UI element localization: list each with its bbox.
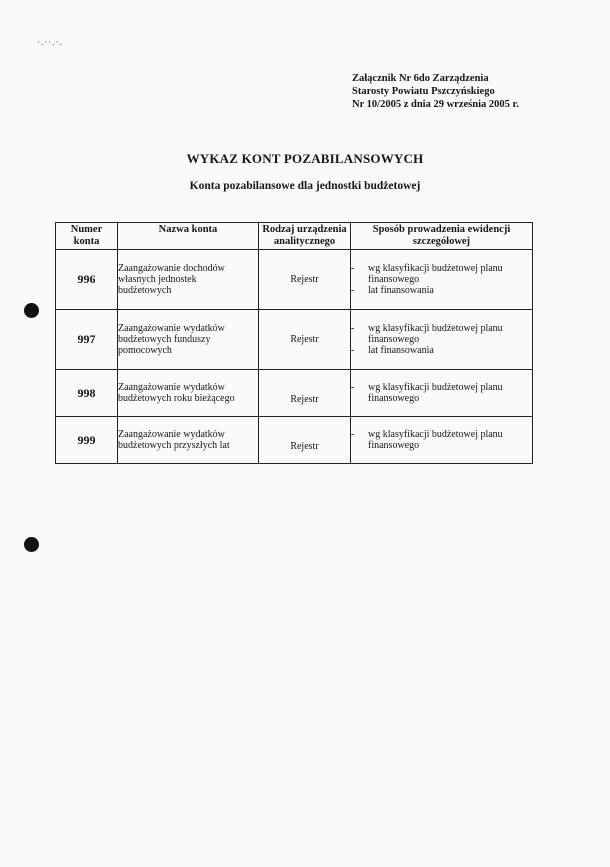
method-line: lat finansowania [368, 285, 434, 296]
header-label: Nazwa konta [158, 224, 218, 235]
method-line: wg klasyfikacji budżetowej planu [368, 323, 503, 334]
account-name [118, 417, 259, 464]
account-name [118, 310, 259, 370]
method-line: lat finansowania [368, 345, 434, 356]
device-type-label: Rejestr [290, 393, 319, 405]
method-item [351, 429, 532, 451]
record-method [351, 370, 533, 417]
account-name-line: budżetowych przyszłych lat [118, 440, 230, 451]
method-line: finansowego [368, 274, 420, 285]
table-row [56, 250, 533, 310]
account-name [118, 370, 259, 417]
account-name-line: Zaangażowanie wydatków [118, 429, 225, 440]
punch-hole-top [24, 303, 39, 318]
punch-hole-bottom [24, 537, 39, 552]
header-label: analitycznego [273, 236, 336, 247]
account-name-line: pomocowych [118, 345, 172, 356]
method-text [368, 429, 532, 451]
account-number: 996 [56, 250, 118, 310]
device-type: Rejestr [259, 310, 351, 370]
header-record-method [351, 223, 533, 250]
header-label: szczegółowej [412, 236, 471, 247]
table-header-row [56, 223, 533, 250]
accounts-table [55, 222, 533, 464]
account-number: 998 [56, 370, 118, 417]
method-item [351, 263, 532, 285]
annex-reference-line: Nr 10/2005 z dnia 29 września 2005 r. [352, 99, 519, 110]
header-account-name [118, 223, 259, 250]
method-line: finansowego [368, 393, 420, 404]
method-line: wg klasyfikacji budżetowej planu [368, 429, 503, 440]
account-name-line: budżetowych [118, 285, 172, 296]
bullet-dash: - [351, 263, 355, 274]
method-line: finansowego [368, 440, 420, 451]
header-label: Numer [70, 224, 103, 235]
table-row [56, 417, 533, 464]
account-name [118, 250, 259, 310]
annex-reference [352, 72, 519, 111]
device-type [259, 417, 351, 464]
annex-reference-line: Załącznik Nr 6do Zarządzenia [352, 73, 489, 84]
table-row [56, 310, 533, 370]
account-number: 999 [56, 417, 118, 464]
record-method [351, 310, 533, 370]
method-text [368, 263, 532, 285]
method-item [351, 382, 532, 404]
method-item [351, 285, 532, 296]
table-row [56, 370, 533, 417]
method-item [351, 323, 532, 345]
header-label: Sposób prowadzenia ewidencji [372, 224, 511, 235]
account-name-line: Zaangażowanie dochodów [118, 263, 225, 274]
record-method [351, 250, 533, 310]
scan-speck: ·.··.·. [37, 37, 63, 47]
bullet-dash: - [351, 323, 355, 334]
bullet-dash: - [351, 429, 355, 440]
account-name-line: budżetowych funduszy [118, 334, 211, 345]
annex-reference-line: Starosty Powiatu Pszczyńskiego [352, 86, 495, 97]
account-name-line: Zaangażowanie wydatków [118, 382, 225, 393]
header-account-number [56, 223, 118, 250]
method-item [351, 345, 532, 356]
bullet-dash: - [351, 382, 355, 393]
account-number: 997 [56, 310, 118, 370]
method-text [368, 323, 532, 345]
method-line: finansowego [368, 334, 420, 345]
bullet-dash: - [351, 345, 355, 356]
header-label: Rodzaj urządzenia [262, 224, 347, 235]
record-method [351, 417, 533, 464]
header-device-type [259, 223, 351, 250]
document-subtitle: Konta pozabilansowe dla jednostki budżetowej [189, 180, 421, 192]
device-type [259, 370, 351, 417]
device-type: Rejestr [259, 250, 351, 310]
header-label: konta [73, 236, 100, 247]
account-name-line: Zaangażowanie wydatków [118, 323, 225, 334]
method-text [368, 382, 532, 404]
device-type-label: Rejestr [290, 440, 319, 452]
account-name-line: budżetowych roku bieżącego [118, 393, 235, 404]
account-name-line: własnych jednostek [118, 274, 197, 285]
method-line: wg klasyfikacji budżetowej planu [368, 263, 503, 274]
bullet-dash: - [351, 285, 355, 296]
method-line: wg klasyfikacji budżetowej planu [368, 382, 503, 393]
document-title: WYKAZ KONT POZABILANSOWYCH [186, 151, 424, 166]
